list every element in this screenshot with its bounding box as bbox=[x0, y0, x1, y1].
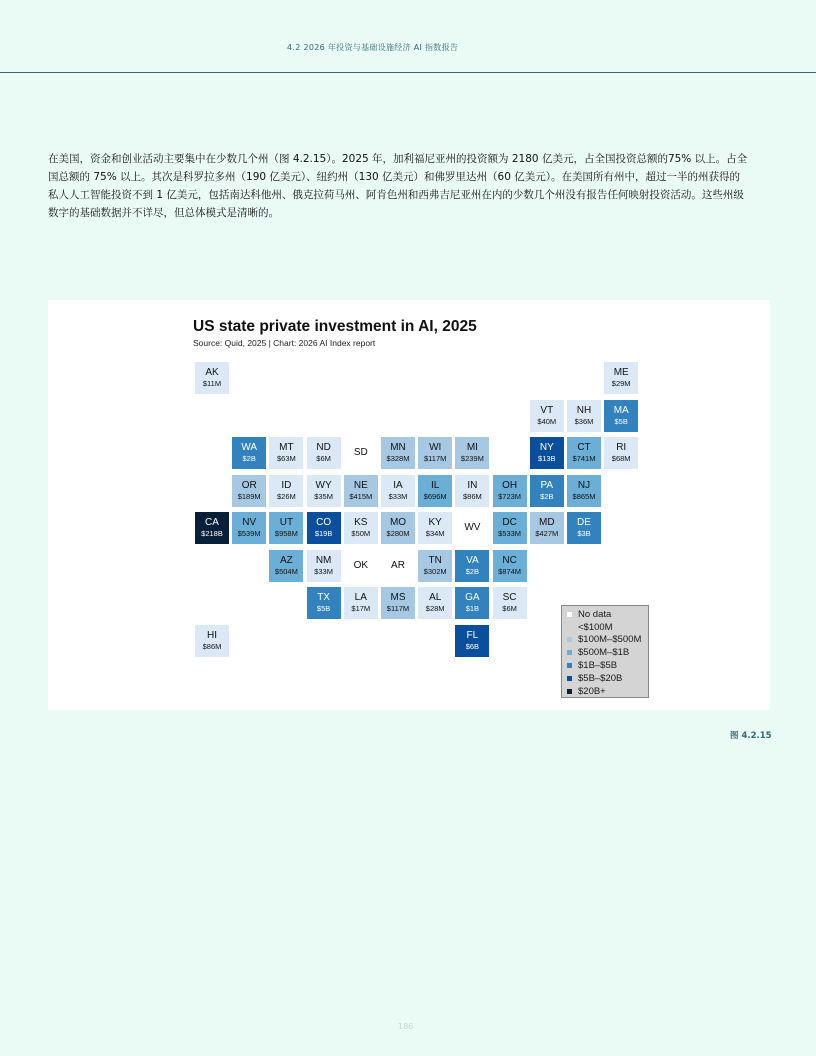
state-value: $34M bbox=[425, 529, 445, 538]
state-abbr: GA bbox=[465, 592, 480, 603]
state-tile-id bbox=[269, 475, 303, 507]
legend-label: <$100M bbox=[578, 621, 613, 633]
state-value: $280M bbox=[386, 529, 410, 538]
state-tile-nh bbox=[567, 400, 601, 432]
state-abbr: NH bbox=[576, 404, 592, 416]
state-tile-ms bbox=[381, 587, 415, 619]
figure-label: 图 4.2.15 bbox=[730, 731, 772, 741]
state-tile-al bbox=[418, 587, 452, 619]
body-paragraph: 在美国，资金和创业活动主要集中在少数几个州（图 4.2.15）。2025 年，加利福尼亚州的投资额为 2180 亿美元，占全国投资总额的75% 以上。占全国总额的 75% 以上。其次是科罗拉多州（190 亿美元）、纽约州（130 亿美元）和佛罗里达州（60 亿美元）。在美国所有州中，超过一半的州获得的私人人工智能投资不到 1 亿美元，包括南达科他州、俄克拉荷马州、阿肯色州和西弗吉尼亚州在内的少数几个州没有报告任何映射投资活动。这些州级数字的基础数据并不详尽，但总体模式是清晰的。 bbox=[48, 153, 748, 219]
state-tile-ar bbox=[381, 550, 415, 582]
state-abbr: WA bbox=[241, 442, 258, 453]
state-tile-tn bbox=[418, 550, 452, 582]
state-tile-sc bbox=[493, 587, 527, 619]
state-tile-ca bbox=[195, 512, 229, 544]
state-value: $2B bbox=[540, 491, 554, 501]
state-value: $328M bbox=[386, 454, 410, 463]
state-abbr: CT bbox=[577, 442, 591, 453]
state-tile-tx bbox=[307, 587, 341, 619]
legend bbox=[561, 605, 649, 698]
state-value: $5B bbox=[614, 416, 628, 426]
state-abbr: DE bbox=[577, 517, 591, 528]
state-value: $539M bbox=[237, 529, 261, 538]
state-value: $36M bbox=[574, 416, 594, 426]
state-abbr: CO bbox=[316, 517, 332, 528]
state-value: $33M bbox=[388, 491, 408, 501]
state-abbr: NC bbox=[502, 554, 517, 566]
state-tile-wy bbox=[307, 475, 341, 507]
legend-swatch bbox=[567, 676, 572, 681]
state-value: $13B bbox=[538, 454, 556, 463]
state-abbr: NM bbox=[315, 554, 332, 566]
state-abbr: HI bbox=[207, 629, 217, 641]
state-tile-or bbox=[232, 475, 266, 507]
state-value: $3B bbox=[577, 529, 591, 538]
state-abbr: WI bbox=[429, 442, 442, 453]
state-tile-in bbox=[455, 475, 489, 507]
state-value: $958M bbox=[274, 529, 298, 538]
state-tile-ny bbox=[530, 437, 564, 469]
state-abbr: MT bbox=[279, 442, 294, 453]
state-tile-mo bbox=[381, 512, 415, 544]
state-value: $86M bbox=[463, 491, 482, 501]
state-tile-vt bbox=[530, 400, 564, 432]
state-value: $117M bbox=[386, 604, 410, 613]
state-abbr: WY bbox=[315, 479, 332, 491]
state-value: $63M bbox=[277, 454, 296, 463]
legend-item bbox=[567, 659, 648, 672]
state-value: $723M bbox=[498, 491, 522, 501]
state-tile-va bbox=[455, 550, 489, 582]
state-value: $741M bbox=[572, 454, 596, 463]
state-value: $189M bbox=[237, 491, 261, 501]
legend-swatch bbox=[567, 637, 572, 642]
state-abbr: LA bbox=[354, 592, 367, 603]
state-abbr: SD bbox=[353, 447, 368, 458]
state-tile-co bbox=[307, 512, 341, 544]
state-tile-wa bbox=[232, 437, 266, 469]
state-value: $33M bbox=[314, 566, 333, 576]
state-value: $239M bbox=[460, 454, 484, 463]
state-tile-sd bbox=[344, 437, 378, 469]
state-abbr: PA bbox=[540, 479, 554, 491]
state-value: $5B bbox=[316, 604, 331, 613]
state-abbr: SC bbox=[502, 592, 517, 603]
legend-label: $1B–$5B bbox=[578, 660, 618, 672]
state-tile-la bbox=[344, 587, 378, 619]
state-abbr: AR bbox=[391, 559, 405, 571]
state-abbr: NV bbox=[242, 517, 257, 528]
state-abbr: AL bbox=[429, 592, 442, 603]
legend-item bbox=[567, 634, 648, 647]
legend-swatch bbox=[567, 612, 572, 617]
state-abbr: IN bbox=[467, 479, 478, 491]
state-tile-ri bbox=[604, 437, 638, 469]
state-abbr: MD bbox=[539, 517, 555, 528]
state-value: $865M bbox=[572, 491, 596, 501]
state-abbr: RI bbox=[616, 442, 627, 453]
state-tile-dc bbox=[493, 512, 527, 544]
state-value: $17M bbox=[351, 604, 371, 613]
state-tile-me bbox=[604, 362, 638, 394]
state-value: $19B bbox=[314, 529, 333, 538]
state-abbr: MI bbox=[466, 442, 478, 453]
legend-item bbox=[567, 685, 648, 698]
state-abbr: FL bbox=[466, 629, 479, 641]
state-tile-md bbox=[530, 512, 564, 544]
legend-swatch bbox=[567, 689, 572, 694]
state-abbr: UT bbox=[279, 517, 294, 528]
state-value: $6M bbox=[316, 454, 331, 463]
state-tile-nc bbox=[493, 550, 527, 582]
state-tile-pa bbox=[530, 475, 564, 507]
state-abbr: MS bbox=[390, 592, 406, 603]
state-tile-ak bbox=[195, 362, 229, 394]
state-value: $533M bbox=[498, 529, 522, 538]
state-abbr: OH bbox=[502, 479, 518, 491]
state-abbr: TN bbox=[428, 554, 442, 566]
state-tile-ma bbox=[604, 400, 638, 432]
state-tile-ia bbox=[381, 475, 415, 507]
legend-label: No data bbox=[578, 608, 612, 620]
state-tile-wi bbox=[418, 437, 452, 469]
state-tile-ne bbox=[344, 475, 378, 507]
state-abbr: IA bbox=[393, 479, 403, 491]
legend-swatch bbox=[567, 625, 572, 630]
state-tile-ky bbox=[418, 512, 452, 544]
state-abbr: ID bbox=[281, 479, 292, 491]
state-abbr: ME bbox=[613, 367, 629, 378]
state-abbr: OR bbox=[241, 479, 257, 491]
state-tile-de bbox=[567, 512, 601, 544]
legend-item bbox=[567, 672, 648, 685]
state-value: $11M bbox=[202, 379, 222, 388]
state-value: $68M bbox=[611, 454, 631, 463]
state-tile-fl bbox=[455, 625, 489, 657]
state-value: $427M bbox=[535, 529, 559, 538]
state-abbr: ND bbox=[316, 442, 331, 453]
state-value: $26M bbox=[277, 491, 296, 501]
state-abbr: NJ bbox=[577, 479, 591, 491]
state-tile-mn bbox=[381, 437, 415, 469]
state-value: $218B bbox=[201, 529, 223, 538]
chart-source: Source: Quid, 2025 | Chart: 2026 AI Index report bbox=[193, 338, 376, 348]
state-value: $874M bbox=[498, 566, 522, 576]
state-tile-nj bbox=[567, 475, 601, 507]
state-abbr: VT bbox=[540, 404, 554, 416]
state-abbr: NY bbox=[539, 442, 554, 453]
state-abbr: KS bbox=[354, 517, 368, 528]
state-tile-ks bbox=[344, 512, 378, 544]
state-value: $504M bbox=[274, 566, 298, 576]
state-abbr: KY bbox=[428, 517, 442, 528]
legend-label: $100M–$500M bbox=[578, 634, 642, 646]
state-abbr: IL bbox=[431, 479, 440, 491]
state-tile-il bbox=[418, 475, 452, 507]
state-tile-az bbox=[269, 550, 303, 582]
section-title: 4.2 2026 年投资与基础设施经济 AI 指数报告 bbox=[287, 43, 459, 52]
state-abbr: OK bbox=[353, 559, 369, 571]
state-value: $302M bbox=[423, 566, 447, 576]
state-abbr: MN bbox=[390, 442, 406, 453]
legend-label: $500M–$1B bbox=[578, 647, 630, 659]
state-value: $6B bbox=[465, 641, 480, 651]
state-value: $415M bbox=[349, 491, 373, 501]
state-abbr: DC bbox=[502, 517, 517, 528]
state-tile-nd bbox=[307, 437, 341, 469]
state-abbr: VA bbox=[466, 554, 479, 566]
legend-item bbox=[567, 608, 648, 621]
state-value: $50M bbox=[351, 529, 371, 538]
state-tile-mt bbox=[269, 437, 303, 469]
state-abbr: NE bbox=[353, 479, 368, 491]
state-value: $696M bbox=[423, 491, 447, 501]
page-header bbox=[0, 0, 816, 73]
state-abbr: AZ bbox=[280, 554, 293, 566]
legend-swatch bbox=[567, 650, 572, 655]
state-value: $6M bbox=[502, 604, 517, 613]
state-abbr: TX bbox=[317, 592, 330, 603]
state-value: $1B bbox=[465, 604, 480, 613]
state-tile-wv bbox=[455, 512, 489, 544]
state-abbr: MA bbox=[613, 404, 629, 416]
chart-title: US state private investment in AI, 2025 bbox=[193, 318, 477, 335]
state-tile-ga bbox=[455, 587, 489, 619]
legend-label: $5B–$20B bbox=[578, 672, 623, 684]
state-value: $2B bbox=[465, 566, 480, 576]
state-abbr: MO bbox=[389, 517, 407, 528]
state-tile-ut bbox=[269, 512, 303, 544]
state-tile-oh bbox=[493, 475, 527, 507]
page-number: 186 bbox=[398, 1022, 414, 1031]
state-value: $117M bbox=[423, 454, 447, 463]
state-value: $35M bbox=[314, 491, 333, 501]
legend-item bbox=[567, 646, 648, 659]
state-abbr: CA bbox=[205, 517, 219, 528]
legend-swatch bbox=[567, 663, 572, 668]
legend-item bbox=[567, 621, 648, 634]
state-tile-hi bbox=[195, 625, 229, 657]
state-value: $40M bbox=[537, 416, 557, 426]
state-value: $2B bbox=[242, 454, 256, 463]
state-tile-mi bbox=[455, 437, 489, 469]
state-value: $86M bbox=[202, 641, 222, 651]
state-abbr: AK bbox=[205, 367, 219, 378]
state-value: $29M bbox=[611, 379, 631, 388]
state-tile-nv bbox=[232, 512, 266, 544]
state-tile-ok bbox=[344, 550, 378, 582]
state-tile-nm bbox=[307, 550, 341, 582]
state-tile-ct bbox=[567, 437, 601, 469]
legend-label: $20B+ bbox=[578, 685, 606, 697]
state-value: $28M bbox=[425, 604, 445, 613]
state-abbr: WV bbox=[464, 522, 481, 533]
